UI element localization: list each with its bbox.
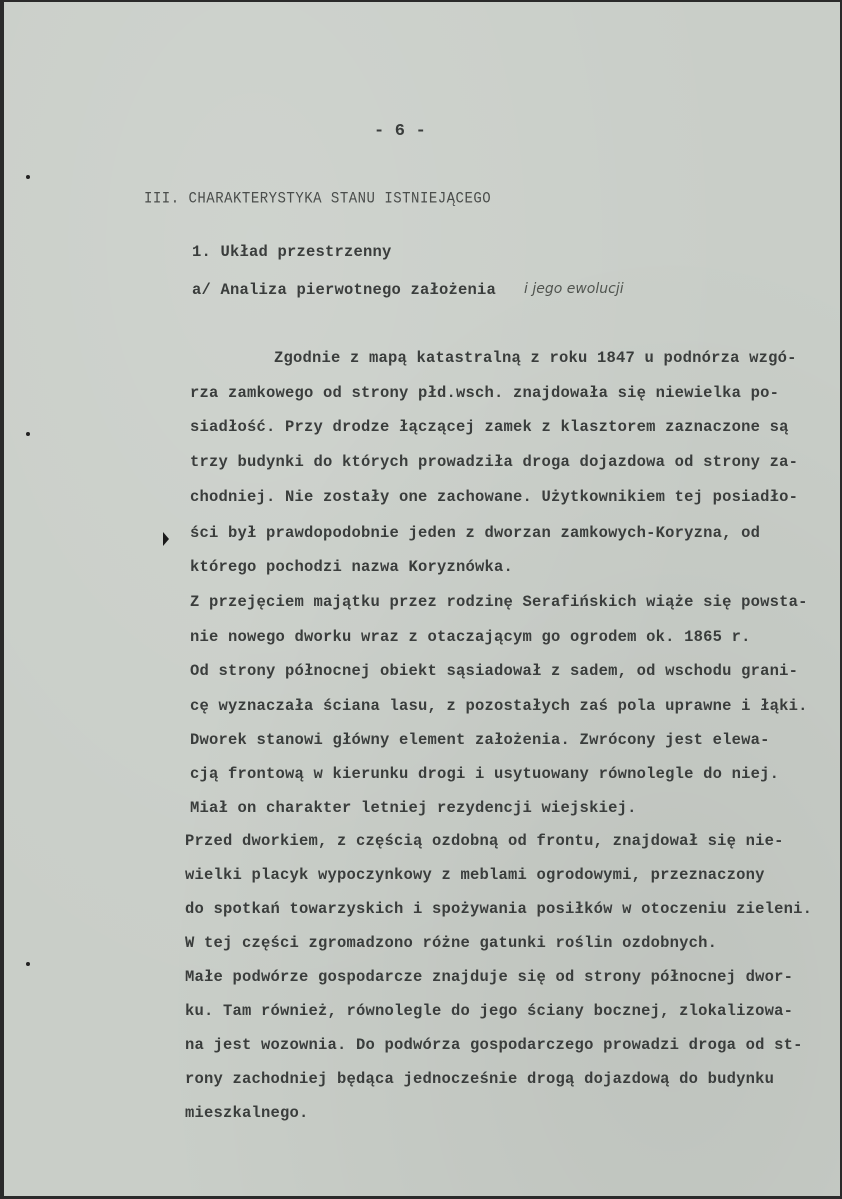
body-line: cę wyznaczała ściana lasu, z pozostałych zaś pola uprawne i łąki. — [190, 697, 808, 715]
body-line: do spotkań towarzyskich i spożywania posiłków w otoczeniu zieleni. — [185, 900, 813, 918]
body-line: nie nowego dworku wraz z otaczającym go ogrodem ok. 1865 r. — [190, 628, 751, 646]
body-line: Z przejęciem majątku przez rodzinę Serafińskich wiąże się powsta- — [190, 593, 808, 611]
body-line: Zgodnie z mapą katastralną z roku 1847 u podnórza wzgó- — [274, 349, 797, 367]
body-line: ści był prawdopodobnie jeden z dworzan zamkowych-Koryzna, od — [190, 524, 761, 542]
margin-mark — [26, 432, 30, 436]
handwritten-annotation: i jego ewolucji — [524, 281, 624, 297]
body-line: Dworek stanowi główny element założenia. Zwrócony jest elewa- — [190, 731, 770, 749]
body-line: którego pochodzi nazwa Koryznówka. — [190, 558, 514, 576]
subsection-a-title: a/ Analiza pierwotnego założenia — [192, 281, 497, 299]
margin-mark — [26, 962, 30, 966]
body-line: trzy budynki do których prowadziła droga dojazdowa od strony za- — [190, 453, 799, 471]
margin-arrow-mark — [163, 532, 169, 546]
body-line: rza zamkowego od strony płd.wsch. znajdowała się niewielka po- — [190, 384, 780, 402]
margin-mark — [26, 175, 30, 179]
body-line: mieszkalnego. — [185, 1104, 309, 1122]
body-line: W tej części zgromadzono różne gatunki roślin ozdobnych. — [185, 934, 718, 952]
body-line: cją frontową w kierunku drogi i usytuowany równolegle do niej. — [190, 765, 780, 783]
page-number: - 6 - — [374, 122, 427, 141]
section-heading: III. CHARAKTERYSTYKA STANU ISTNIEJĄCEGO — [144, 189, 492, 209]
body-line: Przed dworkiem, z częścią ozdobną od frontu, znajdował się nie- — [185, 832, 784, 850]
body-line: Małe podwórze gospodarcze znajduje się od strony północnej dwor- — [185, 968, 794, 986]
body-line: wielki placyk wypoczynkowy z meblami ogrodowymi, przeznaczony — [185, 866, 765, 884]
subsection-title: 1. Układ przestrzenny — [192, 243, 392, 261]
body-line: Od strony północnej obiekt sąsiadował z sadem, od wschodu grani- — [190, 662, 799, 680]
body-line: na jest wozownia. Do podwórza gospodarczego prowadzi droga od st- — [185, 1036, 803, 1054]
body-line: siadłość. Przy drodze łączącej zamek z klasztorem zaznaczone są — [190, 418, 789, 436]
body-line: ku. Tam również, równolegle do jego ściany bocznej, zlokalizowa- — [185, 1002, 794, 1020]
document-page — [4, 2, 840, 1196]
body-line: Miał on charakter letniej rezydencji wiejskiej. — [190, 799, 637, 817]
body-line: chodniej. Nie zostały one zachowane. Użytkownikiem tej posiadło- — [190, 488, 799, 506]
body-line: rony zachodniej będąca jednocześnie drogą dojazdową do budynku — [185, 1070, 775, 1088]
